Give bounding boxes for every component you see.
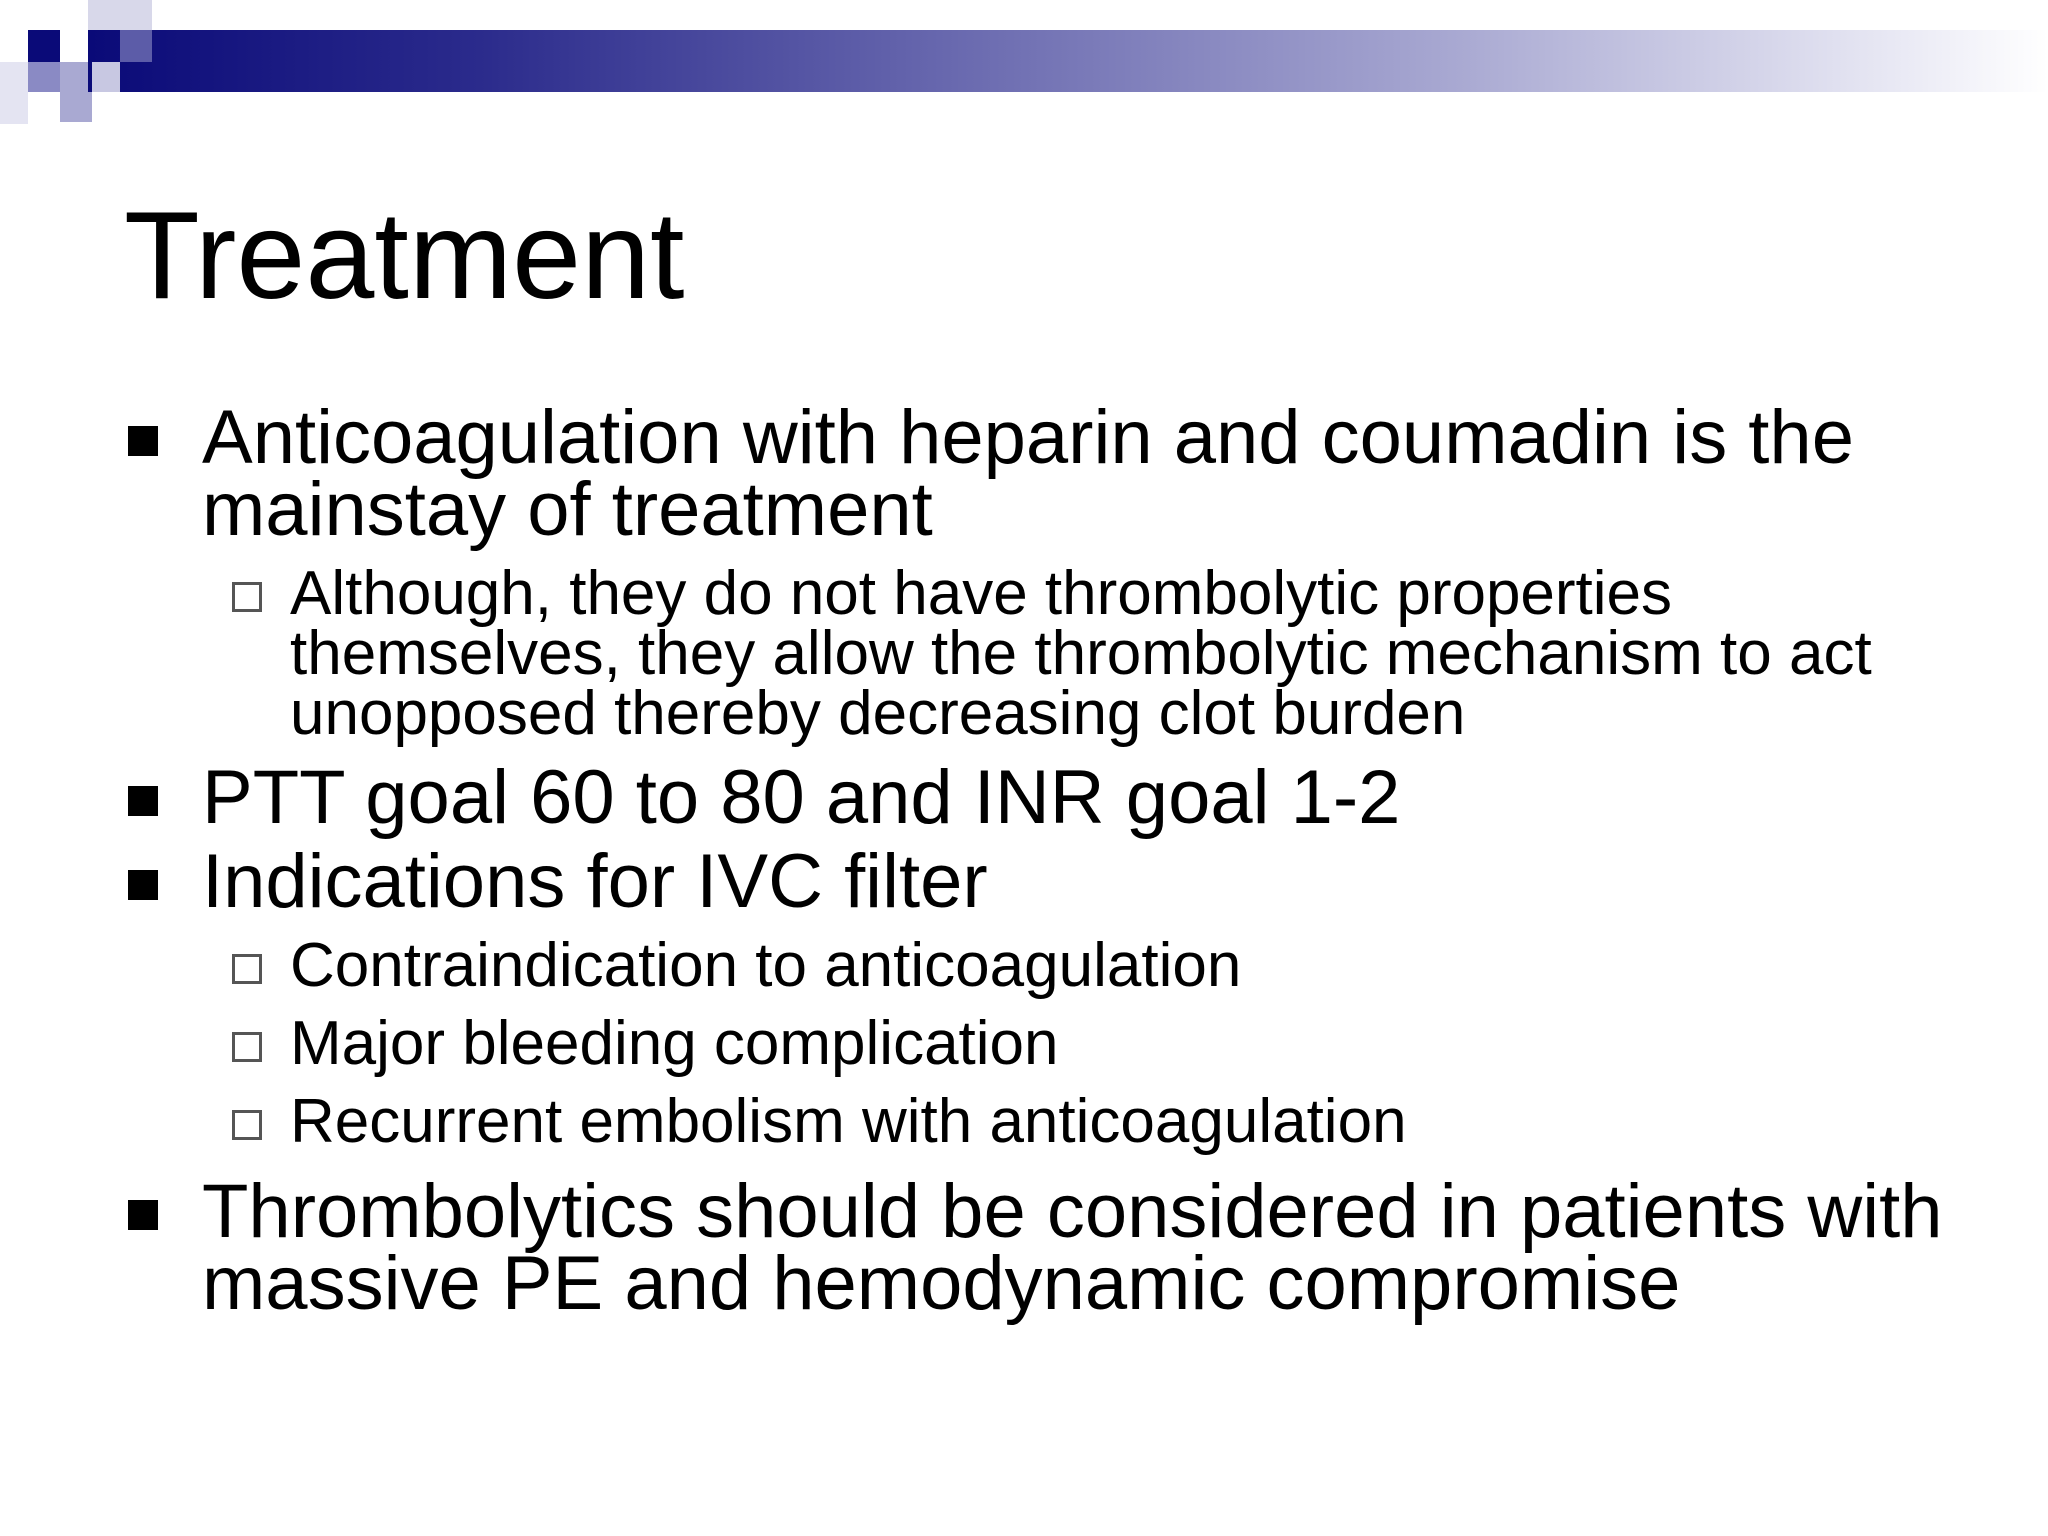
hollow-square-icon xyxy=(232,954,262,984)
slide-title: Treatment xyxy=(124,187,685,325)
decor-square xyxy=(0,0,30,30)
decor-square xyxy=(88,0,152,30)
decor-square xyxy=(120,30,152,62)
sub-bullet-item xyxy=(124,559,1984,748)
decor-square xyxy=(60,62,88,92)
bullet-list xyxy=(124,395,1984,1326)
sub-bullet-text: Although, they do not have thrombolytic properties themselves, they allow the thrombolytic mechanism to act unopposed thereby decreasing clot burden xyxy=(290,559,1872,748)
sub-bullet-item xyxy=(124,1087,1984,1156)
bullet-text: Anticoagulation with heparin and coumadin is the mainstay of treatment xyxy=(202,395,1854,552)
hollow-square-icon xyxy=(232,582,262,612)
filled-square-icon xyxy=(128,426,158,456)
decor-square xyxy=(28,62,60,92)
sub-bullet-text: Contraindication to anticoagulation xyxy=(290,931,1242,1000)
filled-square-icon xyxy=(128,786,158,816)
bullet-text: Thrombolytics should be considered in patients with massive PE and hemodynamic compromise xyxy=(202,1169,1943,1326)
sub-bullet-item xyxy=(124,931,1984,1000)
filled-square-icon xyxy=(128,870,158,900)
hollow-square-icon xyxy=(232,1110,262,1140)
sub-bullet-text: Recurrent embolism with anticoagulation xyxy=(290,1087,1407,1156)
bullet-text: Indications for IVC filter xyxy=(202,839,988,924)
decor-square xyxy=(0,62,28,124)
bullet-item xyxy=(124,1169,1984,1326)
sub-bullet-item xyxy=(124,1009,1984,1078)
header-banner xyxy=(88,30,2048,92)
hollow-square-icon xyxy=(232,1032,262,1062)
bullet-item xyxy=(124,395,1984,552)
decor-square xyxy=(92,62,120,92)
sub-bullet-text: Major bleeding complication xyxy=(290,1009,1059,1078)
decor-square xyxy=(28,30,60,62)
filled-square-icon xyxy=(128,1200,158,1230)
bullet-text: PTT goal 60 to 80 and INR goal 1-2 xyxy=(202,755,1401,840)
bullet-item xyxy=(124,755,1984,840)
decor-square xyxy=(60,92,92,122)
bullet-item xyxy=(124,839,1984,924)
